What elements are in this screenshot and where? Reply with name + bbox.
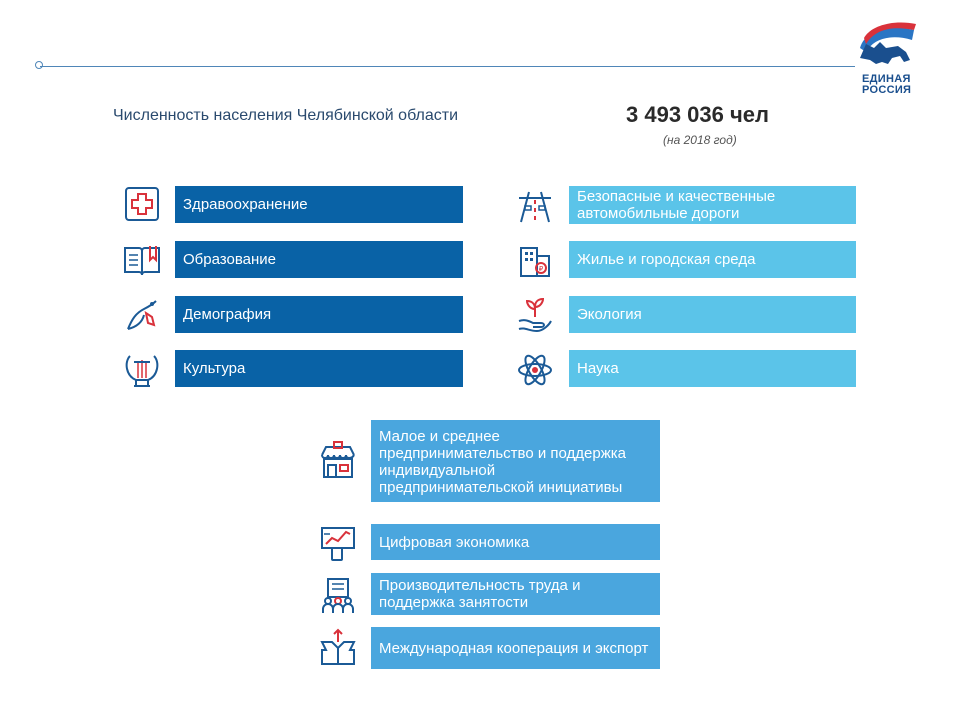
- project-label-science[interactable]: Наука: [569, 350, 856, 387]
- project-label-international-export[interactable]: Международная кооперация и экспорт: [371, 627, 660, 669]
- plant-hand-icon: [515, 295, 555, 335]
- project-education[interactable]: [122, 240, 162, 280]
- logo-line1: ЕДИНАЯ: [862, 73, 911, 85]
- export-box-icon: [318, 628, 358, 668]
- population-title: Численность населения Челябинской области: [113, 107, 459, 124]
- project-label-ecology[interactable]: Экология: [569, 296, 856, 333]
- population-value: 3 493 036 чел: [626, 102, 769, 127]
- road-icon: [515, 186, 555, 226]
- project-science[interactable]: [515, 350, 555, 390]
- shop-icon: [318, 441, 358, 481]
- stork-icon: [122, 295, 162, 335]
- atom-icon: [515, 350, 555, 390]
- logo-line2: РОССИЯ: [862, 84, 912, 96]
- project-label-roads[interactable]: Безопасные и качественные автомобильные дороги: [569, 186, 856, 224]
- house-icon: [515, 240, 555, 280]
- svg-text:₽: ₽: [538, 265, 544, 273]
- project-roads[interactable]: [515, 186, 555, 226]
- project-label-healthcare[interactable]: Здравоохранение: [175, 186, 463, 223]
- project-label-labour-productivity[interactable]: Производительность труда и поддержка занятости: [371, 573, 660, 615]
- header-line-dot: [35, 61, 43, 69]
- project-international-export[interactable]: [318, 628, 358, 668]
- project-label-culture[interactable]: Культура: [175, 350, 463, 387]
- medical-cross-icon: [122, 184, 162, 224]
- project-label-demography[interactable]: Демография: [175, 296, 463, 333]
- project-labour-productivity[interactable]: [318, 575, 358, 615]
- project-ecology[interactable]: [515, 295, 555, 335]
- project-small-business[interactable]: [318, 441, 358, 481]
- population-note: (на 2018 год): [663, 133, 737, 147]
- digital-chart-icon: [318, 522, 358, 562]
- book-icon: [122, 240, 162, 280]
- project-culture[interactable]: [122, 350, 162, 390]
- project-digital-economy[interactable]: [318, 522, 358, 562]
- header-line: [40, 66, 855, 67]
- project-healthcare[interactable]: [122, 184, 162, 224]
- project-label-small-business[interactable]: Малое и среднее предпринимательство и поддержка индивидуальной предпринимательской инициативы: [371, 420, 660, 502]
- project-demography[interactable]: [122, 295, 162, 335]
- project-housing[interactable]: [515, 240, 555, 280]
- logo-text: [862, 74, 922, 96]
- project-label-digital-economy[interactable]: Цифровая экономика: [371, 524, 660, 560]
- project-label-education[interactable]: Образование: [175, 241, 463, 278]
- workers-icon: [318, 575, 358, 615]
- lyre-icon: [122, 350, 162, 390]
- project-label-housing[interactable]: Жилье и городская среда: [569, 241, 856, 278]
